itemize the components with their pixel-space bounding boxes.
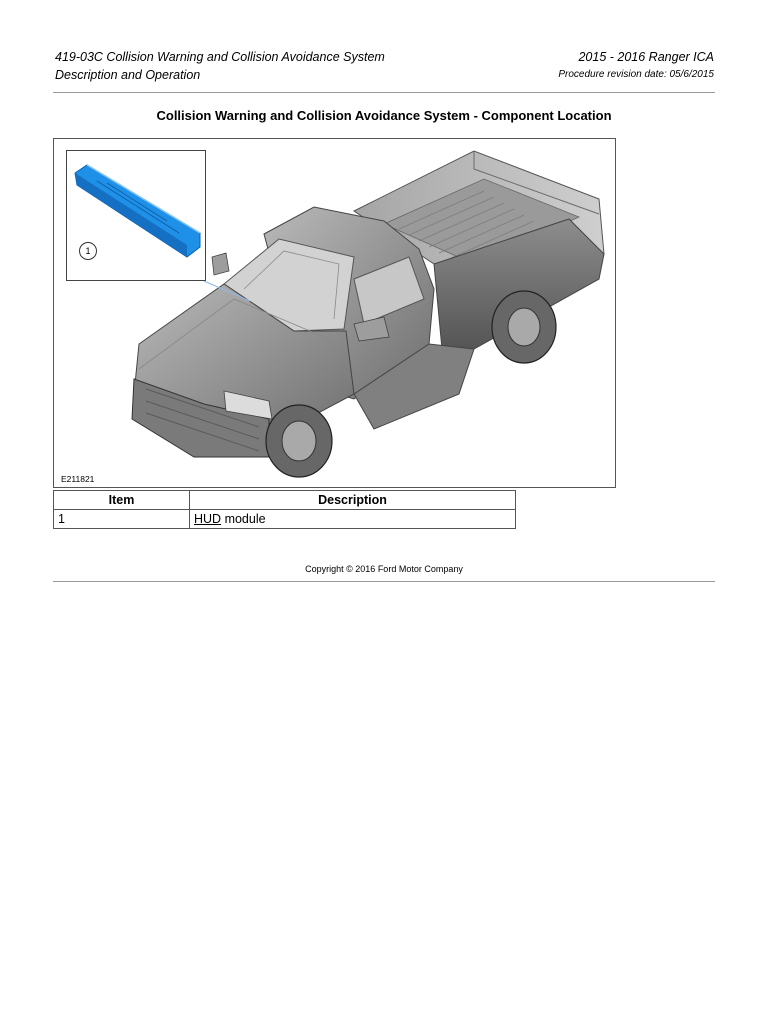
- component-table: [53, 490, 516, 529]
- section-title: Collision Warning and Collision Avoidance System - Component Location: [156, 108, 612, 123]
- callout-1: 1: [79, 242, 97, 260]
- vehicle-label: 2015 - 2016 Ranger ICA: [578, 50, 714, 64]
- copyright: Copyright © 2016 Ford Motor Company: [305, 564, 463, 574]
- header-divider: [53, 92, 715, 93]
- document-subtitle: Description and Operation: [55, 68, 201, 82]
- hud-link[interactable]: HUD: [194, 512, 222, 526]
- hud-module-icon: [67, 151, 205, 280]
- table-row: [54, 510, 516, 529]
- component-location-figure: [53, 138, 616, 488]
- hud-detail-inset: [66, 150, 206, 281]
- revision-date: Procedure revision date: 05/6/2015: [558, 69, 714, 80]
- item-number: 1: [54, 510, 190, 529]
- table-header-row: [54, 491, 516, 510]
- figure-code: E211821: [61, 474, 95, 484]
- column-header-description: Description: [190, 491, 516, 510]
- footer-divider: [53, 581, 715, 582]
- document-title: 419-03C Collision Warning and Collision Avoidance System: [55, 50, 385, 64]
- column-header-item: Item: [54, 491, 190, 510]
- item-description: [190, 510, 516, 529]
- item-description-text: module: [221, 512, 266, 526]
